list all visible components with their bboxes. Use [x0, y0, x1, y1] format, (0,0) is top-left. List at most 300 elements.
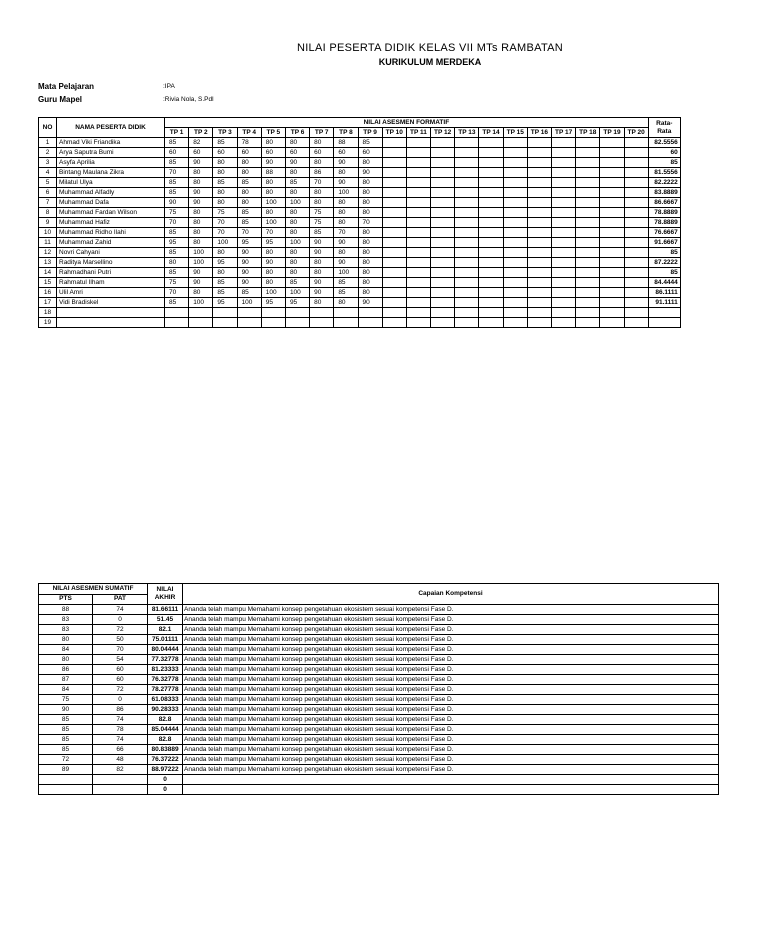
- pts-score: 85: [39, 735, 93, 745]
- tp-score: 80: [358, 208, 382, 218]
- tp-score: 80: [285, 138, 309, 148]
- tp-score: [406, 198, 430, 208]
- tp-score: [624, 188, 648, 198]
- pat-score: 50: [93, 635, 148, 645]
- student-average: 78.8889: [648, 208, 680, 218]
- tp-score: [503, 218, 527, 228]
- tp-score: [479, 188, 503, 198]
- student-average: 85: [648, 248, 680, 258]
- tp-score: 82: [189, 138, 213, 148]
- tp-score: [455, 278, 479, 288]
- tp-score: 100: [189, 248, 213, 258]
- summative-row: [39, 745, 719, 755]
- tp-score: [503, 178, 527, 188]
- student-number: 9: [39, 218, 57, 228]
- tp-score: [455, 178, 479, 188]
- tp-score: 80: [189, 178, 213, 188]
- student-name: Asyfa Aprilia: [57, 158, 165, 168]
- competency-text: Ananda telah mampu Memahami konsep pengetahuan ekosistem sesuai kompetensi Fase D.: [183, 655, 719, 665]
- student-name: [57, 318, 165, 328]
- tp-score: [503, 228, 527, 238]
- tp-score: [576, 318, 600, 328]
- tp-score: [600, 158, 624, 168]
- tp-score: [552, 278, 576, 288]
- tp-score: 80: [334, 198, 358, 208]
- tp-score: [382, 168, 406, 178]
- teacher-row: [38, 95, 338, 107]
- tp-score: 75: [310, 218, 334, 228]
- teacher-value: :Rivia Nola, S.Pdl: [163, 96, 214, 103]
- tp-score: [406, 248, 430, 258]
- student-name: Ulil Amri: [57, 288, 165, 298]
- tp-score: [479, 268, 503, 278]
- tp-score: 70: [237, 228, 261, 238]
- competency-text: Ananda telah mampu Memahami konsep pengetahuan ekosistem sesuai kompetensi Fase D.: [183, 625, 719, 635]
- tp-score: [479, 148, 503, 158]
- summative-row: [39, 775, 719, 785]
- competency-text: [183, 775, 719, 785]
- formative-table: [38, 117, 681, 328]
- tp-score: 80: [237, 188, 261, 198]
- tp-score: 85: [165, 298, 189, 308]
- tp-score: 60: [165, 148, 189, 158]
- tp-score: 85: [213, 138, 237, 148]
- pat-score: 72: [93, 625, 148, 635]
- tp-score: 80: [285, 268, 309, 278]
- tp-score: [431, 258, 455, 268]
- tp-score: 80: [334, 208, 358, 218]
- tp-score: [600, 188, 624, 198]
- competency-text: Ananda telah mampu Memahami konsep pengetahuan ekosistem sesuai kompetensi Fase D.: [183, 695, 719, 705]
- tp-score: 80: [334, 248, 358, 258]
- student-number: 5: [39, 178, 57, 188]
- tp-score: 80: [334, 168, 358, 178]
- tp-score: [576, 208, 600, 218]
- tp-score: [503, 208, 527, 218]
- tp-score: 85: [165, 228, 189, 238]
- competency-text: Ananda telah mampu Memahami konsep pengetahuan ekosistem sesuai kompetensi Fase D.: [183, 605, 719, 615]
- tp-score: 80: [261, 138, 285, 148]
- tp-score: 70: [165, 288, 189, 298]
- pts-score: 88: [39, 605, 93, 615]
- final-score-header: [148, 584, 183, 605]
- student-number: 4: [39, 168, 57, 178]
- student-name: Rahmadhani Putri: [57, 268, 165, 278]
- tp-score: [479, 298, 503, 308]
- student-row: [39, 218, 681, 228]
- tp-score: 80: [213, 268, 237, 278]
- tp-score: 60: [213, 148, 237, 158]
- final-score: 61.08333: [148, 695, 183, 705]
- tp-score: 80: [310, 188, 334, 198]
- tp-score: 80: [237, 168, 261, 178]
- tp-score: [382, 298, 406, 308]
- tp-score: [165, 308, 189, 318]
- tp-score: [552, 218, 576, 228]
- tp-score: 60: [310, 148, 334, 158]
- tp-score: [527, 298, 551, 308]
- tp-score: [503, 238, 527, 248]
- tp-score: [527, 228, 551, 238]
- competency-text: Ananda telah mampu Memahami konsep pengetahuan ekosistem sesuai kompetensi Fase D.: [183, 715, 719, 725]
- tp-score: 80: [310, 268, 334, 278]
- tp-score: [527, 248, 551, 258]
- tp-score: 90: [189, 278, 213, 288]
- tp-score: 80: [310, 258, 334, 268]
- tp-score: [503, 308, 527, 318]
- pat-score: 74: [93, 735, 148, 745]
- pat-score: 54: [93, 655, 148, 665]
- tp-score: 70: [334, 228, 358, 238]
- summative-row: [39, 615, 719, 625]
- tp-score: [455, 148, 479, 158]
- tp-score: [503, 298, 527, 308]
- pat-score: 74: [93, 605, 148, 615]
- pat-score: 60: [93, 675, 148, 685]
- student-row: [39, 228, 681, 238]
- tp-score: [503, 248, 527, 258]
- tp-header: TP 6: [285, 128, 309, 138]
- tp-score: [600, 298, 624, 308]
- final-score: 0: [148, 775, 183, 785]
- tp-score: [600, 208, 624, 218]
- tp-score: [455, 228, 479, 238]
- student-name: Ahmad Viki Friandika: [57, 138, 165, 148]
- tp-score: [213, 318, 237, 328]
- student-row: [39, 138, 681, 148]
- tp-score: [624, 318, 648, 328]
- student-name: Raditya Marsellino: [57, 258, 165, 268]
- student-row: [39, 248, 681, 258]
- tp-score: 75: [165, 208, 189, 218]
- tp-score: [455, 308, 479, 318]
- tp-score: 90: [189, 198, 213, 208]
- student-average: 86.6667: [648, 198, 680, 208]
- tp-header: TP 18: [576, 128, 600, 138]
- tp-score: [382, 218, 406, 228]
- pts-score: 85: [39, 745, 93, 755]
- tp-score: 90: [334, 158, 358, 168]
- tp-score: 80: [213, 248, 237, 258]
- student-row: [39, 308, 681, 318]
- tp-score: [406, 288, 430, 298]
- tp-score: 80: [310, 298, 334, 308]
- summative-row: [39, 695, 719, 705]
- tp-score: 80: [237, 198, 261, 208]
- tp-score: 78: [237, 138, 261, 148]
- pts-score: [39, 785, 93, 795]
- tp-score: 80: [189, 218, 213, 228]
- student-number: 17: [39, 298, 57, 308]
- competency-header: Capaian Kompetensi: [183, 584, 719, 605]
- name-header: NAMA PESERTA DIDIK: [57, 118, 165, 138]
- tp-score: [431, 228, 455, 238]
- summative-row: [39, 685, 719, 695]
- tp-score: 80: [261, 268, 285, 278]
- student-number: 14: [39, 268, 57, 278]
- tp-score: [406, 148, 430, 158]
- tp-score: 80: [261, 248, 285, 258]
- student-name: Muhammad Alfadly: [57, 188, 165, 198]
- tp-score: [552, 318, 576, 328]
- student-number: 15: [39, 278, 57, 288]
- tp-header: TP 11: [406, 128, 430, 138]
- tp-score: 85: [334, 278, 358, 288]
- tp-score: 90: [285, 158, 309, 168]
- tp-score: [431, 198, 455, 208]
- tp-score: [261, 308, 285, 318]
- student-row: [39, 188, 681, 198]
- tp-score: 88: [334, 138, 358, 148]
- tp-score: [527, 208, 551, 218]
- tp-header: TP 12: [431, 128, 455, 138]
- tp-score: 85: [237, 178, 261, 188]
- tp-header: TP 2: [189, 128, 213, 138]
- tp-score: [479, 228, 503, 238]
- tp-score: [455, 238, 479, 248]
- tp-score: [600, 198, 624, 208]
- tp-score: [624, 198, 648, 208]
- tp-score: 100: [189, 298, 213, 308]
- tp-score: [455, 318, 479, 328]
- student-number: 3: [39, 158, 57, 168]
- tp-score: 60: [261, 148, 285, 158]
- tp-score: [527, 258, 551, 268]
- summative-row: [39, 645, 719, 655]
- tp-score: [624, 208, 648, 218]
- average-header-line2: Rata: [657, 127, 672, 135]
- tp-score: [552, 268, 576, 278]
- pts-score: 85: [39, 725, 93, 735]
- tp-score: [552, 138, 576, 148]
- final-score: 0: [148, 785, 183, 795]
- summative-row: [39, 635, 719, 645]
- final-score: 81.23333: [148, 665, 183, 675]
- final-score: 85.04444: [148, 725, 183, 735]
- tp-header: TP 15: [503, 128, 527, 138]
- tp-score: [552, 188, 576, 198]
- tp-score: 60: [285, 148, 309, 158]
- student-row: [39, 168, 681, 178]
- summative-table: [38, 583, 719, 795]
- tp-score: [552, 258, 576, 268]
- tp-score: [527, 158, 551, 168]
- tp-score: 85: [165, 138, 189, 148]
- tp-score: [576, 258, 600, 268]
- tp-score: [503, 258, 527, 268]
- tp-score: 80: [334, 218, 358, 228]
- student-number: 8: [39, 208, 57, 218]
- tp-score: [382, 148, 406, 158]
- tp-score: [406, 188, 430, 198]
- final-score: 76.37222: [148, 755, 183, 765]
- student-row: [39, 178, 681, 188]
- student-number: 19: [39, 318, 57, 328]
- tp-score: [503, 278, 527, 288]
- competency-text: Ananda telah mampu Memahami konsep pengetahuan ekosistem sesuai kompetensi Fase D.: [183, 765, 719, 775]
- tp-score: [382, 228, 406, 238]
- summative-row: [39, 755, 719, 765]
- page-subtitle: KURIKULUM MERDEKA: [378, 57, 482, 67]
- tp-score: [213, 308, 237, 318]
- summative-row: [39, 765, 719, 775]
- tp-score: 95: [261, 298, 285, 308]
- tp-score: [624, 278, 648, 288]
- tp-score: 90: [261, 158, 285, 168]
- tp-score: 95: [261, 238, 285, 248]
- student-row: [39, 258, 681, 268]
- tp-score: [576, 288, 600, 298]
- competency-text: Ananda telah mampu Memahami konsep pengetahuan ekosistem sesuai kompetensi Fase D.: [183, 645, 719, 655]
- tp-score: 60: [189, 148, 213, 158]
- final-score: 88.97222: [148, 765, 183, 775]
- tp-score: [285, 318, 309, 328]
- tp-score: 90: [237, 268, 261, 278]
- tp-score: 100: [334, 188, 358, 198]
- tp-score: 90: [310, 288, 334, 298]
- tp-score: [406, 318, 430, 328]
- tp-score: 88: [261, 168, 285, 178]
- student-row: [39, 238, 681, 248]
- tp-score: 80: [334, 298, 358, 308]
- competency-text: Ananda telah mampu Memahami konsep pengetahuan ekosistem sesuai kompetensi Fase D.: [183, 675, 719, 685]
- tp-score: [624, 248, 648, 258]
- tp-score: [431, 288, 455, 298]
- tp-score: 80: [213, 158, 237, 168]
- tp-score: 90: [237, 248, 261, 258]
- tp-score: [455, 208, 479, 218]
- student-number: 12: [39, 248, 57, 258]
- tp-score: 70: [165, 168, 189, 178]
- tp-score: [600, 248, 624, 258]
- tp-score: 70: [165, 218, 189, 228]
- pts-score: 80: [39, 635, 93, 645]
- competency-text: Ananda telah mampu Memahami konsep pengetahuan ekosistem sesuai kompetensi Fase D.: [183, 745, 719, 755]
- tp-score: [479, 218, 503, 228]
- student-name: Muhammad Zahid: [57, 238, 165, 248]
- student-number: 10: [39, 228, 57, 238]
- student-average: 85: [648, 268, 680, 278]
- tp-score: [310, 318, 334, 328]
- tp-score: [527, 178, 551, 188]
- tp-score: 80: [310, 158, 334, 168]
- tp-header: TP 5: [261, 128, 285, 138]
- tp-score: [576, 238, 600, 248]
- tp-score: 70: [213, 228, 237, 238]
- summative-row: [39, 705, 719, 715]
- tp-score: 80: [237, 158, 261, 168]
- pts-score: 80: [39, 655, 93, 665]
- no-header: NO: [39, 118, 57, 138]
- tp-score: 95: [165, 238, 189, 248]
- tp-score: [310, 308, 334, 318]
- student-average: 91.1111: [648, 298, 680, 308]
- tp-score: [576, 188, 600, 198]
- student-number: 13: [39, 258, 57, 268]
- tp-score: [237, 318, 261, 328]
- summative-row: [39, 725, 719, 735]
- tp-score: [479, 288, 503, 298]
- tp-score: [406, 168, 430, 178]
- tp-score: [624, 178, 648, 188]
- tp-score: [431, 178, 455, 188]
- tp-score: 80: [189, 168, 213, 178]
- final-score: 80.83889: [148, 745, 183, 755]
- teacher-label: Guru Mapel: [38, 95, 83, 104]
- tp-score: [503, 288, 527, 298]
- student-row: [39, 198, 681, 208]
- student-average: 84.4444: [648, 278, 680, 288]
- tp-score: [455, 198, 479, 208]
- tp-score: 90: [358, 168, 382, 178]
- tp-score: [455, 298, 479, 308]
- tp-score: 70: [358, 218, 382, 228]
- competency-text: Ananda telah mampu Memahami konsep pengetahuan ekosistem sesuai kompetensi Fase D.: [183, 725, 719, 735]
- student-average: [648, 318, 680, 328]
- average-header: [648, 118, 680, 138]
- tp-score: [576, 178, 600, 188]
- tp-score: [479, 258, 503, 268]
- tp-header: TP 17: [552, 128, 576, 138]
- tp-score: 80: [358, 188, 382, 198]
- tp-score: [624, 288, 648, 298]
- student-average: 78.8889: [648, 218, 680, 228]
- summative-row: [39, 785, 719, 795]
- tp-score: 80: [358, 158, 382, 168]
- student-row: [39, 158, 681, 168]
- tp-score: [479, 158, 503, 168]
- tp-score: 80: [358, 228, 382, 238]
- tp-score: [576, 228, 600, 238]
- tp-score: 85: [285, 278, 309, 288]
- pat-score: 78: [93, 725, 148, 735]
- pts-score: 75: [39, 695, 93, 705]
- student-name: Arya Saputra Bumi: [57, 148, 165, 158]
- tp-score: [527, 188, 551, 198]
- student-average: 76.6667: [648, 228, 680, 238]
- tp-header: TP 4: [237, 128, 261, 138]
- tp-score: [552, 238, 576, 248]
- competency-text: Ananda telah mampu Memahami konsep pengetahuan ekosistem sesuai kompetensi Fase D.: [183, 755, 719, 765]
- tp-score: [431, 278, 455, 288]
- tp-score: [527, 218, 551, 228]
- student-number: 11: [39, 238, 57, 248]
- tp-score: [382, 158, 406, 168]
- student-average: 87.2222: [648, 258, 680, 268]
- tp-score: [600, 148, 624, 158]
- tp-score: 80: [213, 168, 237, 178]
- pat-score: 0: [93, 695, 148, 705]
- student-name: [57, 308, 165, 318]
- tp-score: 90: [334, 238, 358, 248]
- tp-header: TP 16: [527, 128, 551, 138]
- tp-score: 80: [165, 258, 189, 268]
- tp-score: 80: [189, 208, 213, 218]
- tp-score: [406, 278, 430, 288]
- tp-score: 100: [189, 258, 213, 268]
- tp-score: [455, 168, 479, 178]
- tp-score: [576, 158, 600, 168]
- tp-score: 100: [261, 288, 285, 298]
- tp-score: [358, 308, 382, 318]
- tp-score: [600, 288, 624, 298]
- tp-score: [576, 248, 600, 258]
- tp-score: [552, 198, 576, 208]
- pts-score: 83: [39, 625, 93, 635]
- tp-score: [406, 218, 430, 228]
- tp-score: 85: [310, 228, 334, 238]
- tp-score: [406, 178, 430, 188]
